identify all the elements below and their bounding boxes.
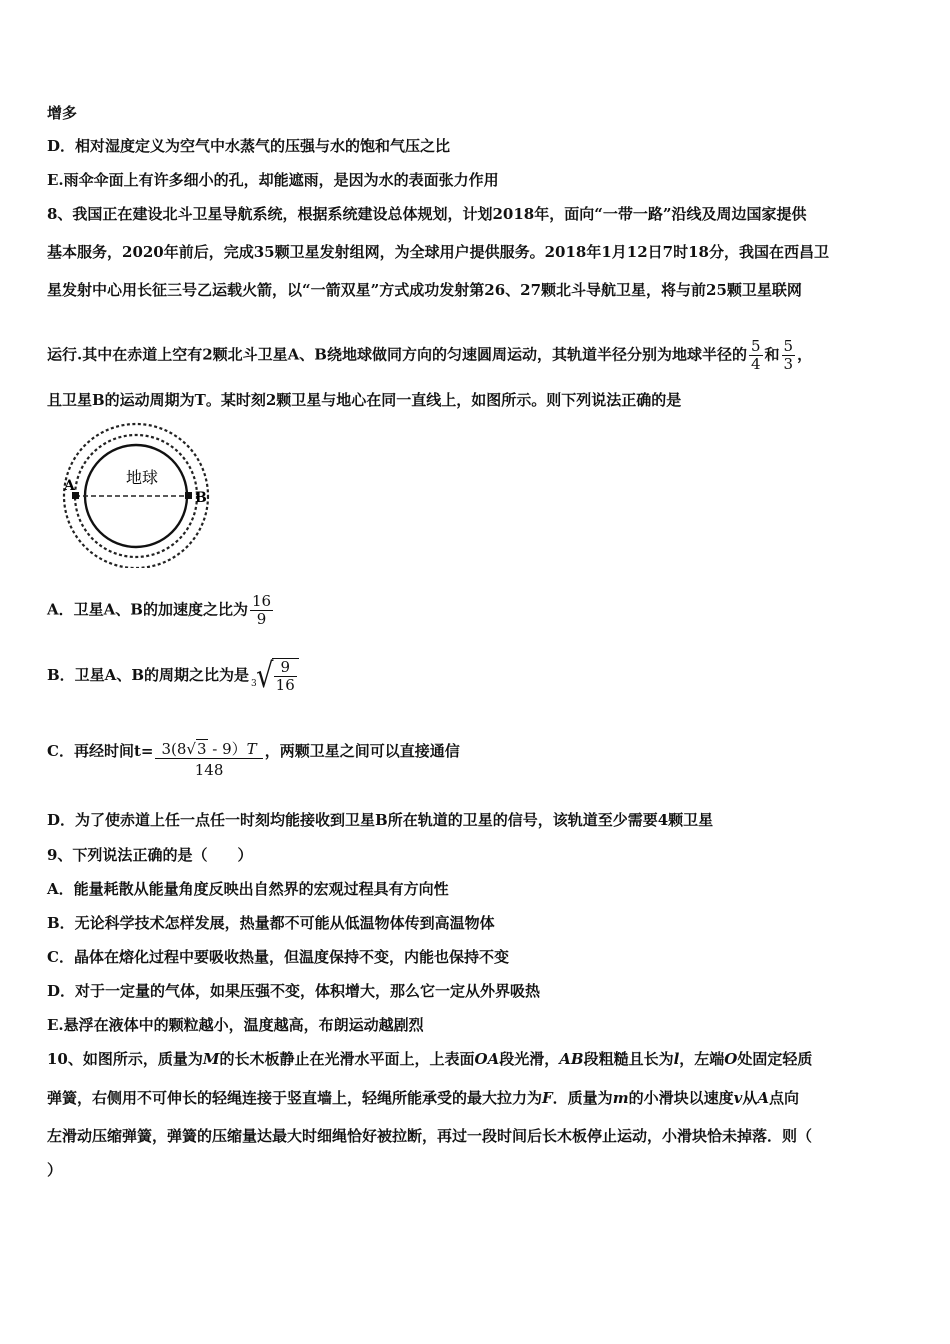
orbit-figure [44,418,214,568]
label-b: B [195,490,207,506]
cube-root: 3 √ $\frac{9}{16}$ [251,658,299,694]
question-8-line-2: 基本服务，2020年前后，完成35颗卫星发射组网，为全球用户提供服务。2018年1月12日7时18分，我国在西昌卫 [47,243,829,261]
fraction-5-4: $\frac{5}{4}$ [750,337,761,373]
question-8-line-5: 且卫星B的运动周期为T。某时刻2颗卫星与地心在同一直线上，如图所示。则下列说法正确的是 [47,391,682,409]
fraction-5-3: $\frac{5}{3}$ [783,337,794,373]
question-10-line-2: 弹簧，右侧用不可伸长的轻绳连接于竖直墙上，轻绳所能承受的最大拉力为F．质量为m的小滑块以速度v从A点向 [47,1089,799,1107]
fraction-time: $\frac{3(8√3 - 9)T}{148}$ [155,741,262,779]
question-10-line-4: ） [47,1161,63,1179]
satellite-b [185,492,192,499]
question-9-option-b: B．无论科学技术怎样发展，热量都不可能从低温物体传到高温物体 [47,914,495,932]
option-c: C．再经时间t= $\frac{3(8√3 - 9)T}{148}$ ，两颗卫星之间可以直接通信 [47,740,460,779]
option-d-humidity: D．相对湿度定义为空气中水蒸气的压强与水的饱和气压之比 [47,137,451,155]
option-d-satellites: D．为了使赤道上任一点任一时刻均能接收到卫星B所在轨道的卫星的信号，该轨道至少需要4颗卫星 [47,811,714,829]
earth-label: 地球 [126,468,159,487]
question-9-option-c: C．晶体在熔化过程中要吸收热量，但温度保持不变，内能也保持不变 [47,948,509,966]
label-a: A [64,478,75,494]
question-10-line-3: 左滑动压缩弹簧，弹簧的压缩量达最大时细绳恰好被拉断，再过一段时间后长木板停止运动，小滑块恰未掉落．则（ [47,1127,813,1145]
question-9-option-d: D．对于一定量的气体，如果压强不变，体积增大，那么它一定从外界吸热 [47,982,541,1000]
question-8-line-4: 运行.其中在赤道上空有2颗北斗卫星A、B绕地球做同方向的匀速圆周运动，其轨道半径分别为地球半径的 $\frac{5}{4}$ 和 $\frac{5}{3}$ ， [47,337,813,373]
option-a: A．卫星A、B的加速度之比为 $\frac{16}{9}$ [47,592,272,628]
question-9-option-e: E.悬浮在液体中的颗粒越小，温度越高，布朗运动越剧烈 [47,1016,424,1034]
question-8-line-1: 8、我国正在建设北斗卫星导航系统，根据系统建设总体规划，计划2018年，面向“一带一路”沿线及周边国家提供 [47,205,807,223]
question-10-line-1: 10、如图所示，质量为M的长木板静止在光滑水平面上，上表面OA段光滑，AB段粗糙且长为l，左端O处固定轻质 [47,1050,813,1068]
fraction-16-9: $\frac{16}{9}$ [251,592,272,628]
question-9-option-a: A．能量耗散从能量角度反映出自然界的宏观过程具有方向性 [47,880,449,898]
option-b: B．卫星A、B的周期之比为是 3 √ $\frac{9}{16}$ [47,658,299,694]
option-e-umbrella: E.雨伞伞面上有许多细小的孔，却能遮雨，是因为水的表面张力作用 [47,171,499,189]
question-8-line-3: 星发射中心用长征三号乙运载火箭，以“一箭双星”方式成功发射第26、27颗北斗导航卫星，将与前25颗卫星联网 [47,281,802,299]
question-9: 9、下列说法正确的是（ ） [47,846,253,864]
text-line: 增多 [47,104,78,122]
